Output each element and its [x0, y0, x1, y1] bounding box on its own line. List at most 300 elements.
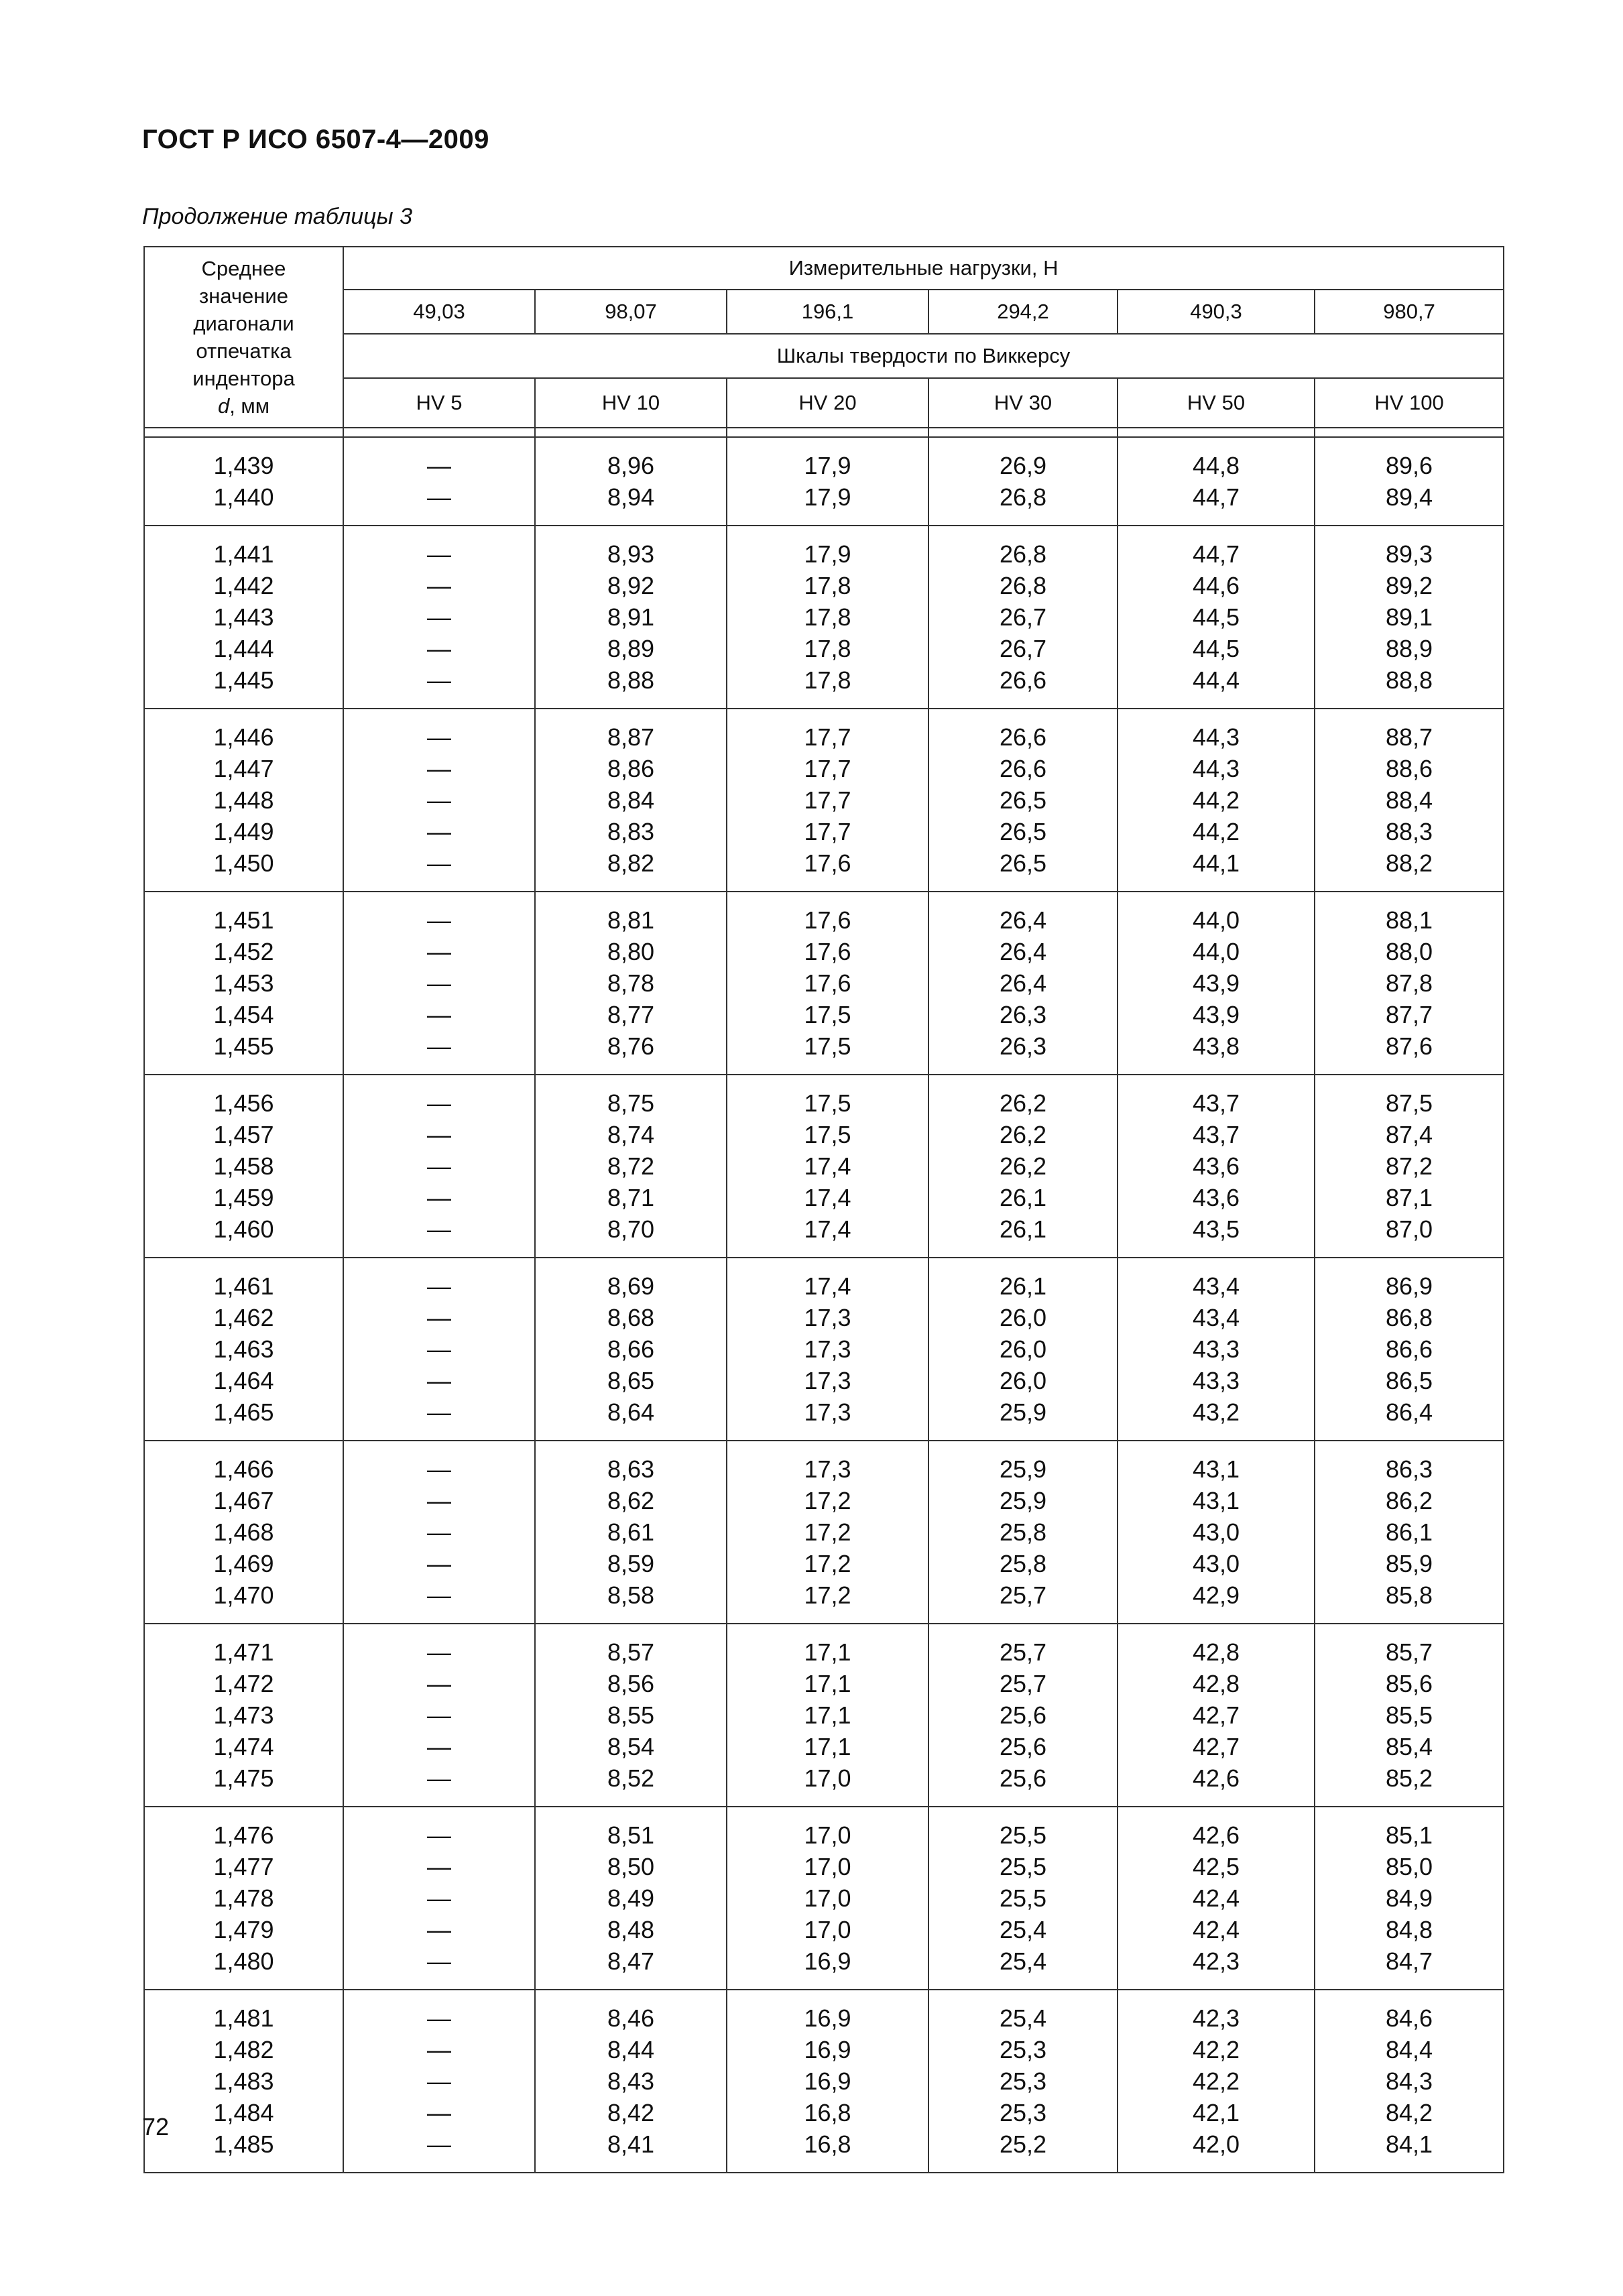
hardness-value: 25,7	[999, 1638, 1047, 1666]
hardness-value: 26,4	[999, 969, 1047, 997]
hardness-value: 8,88	[607, 666, 655, 694]
hardness-value: —	[427, 1916, 451, 1943]
hardness-column-cell	[727, 1441, 928, 1624]
hardness-value: —	[427, 540, 451, 568]
hardness-value: 85,8	[1385, 1581, 1433, 1609]
hardness-value: 8,81	[607, 906, 655, 934]
hardness-value: 43,9	[1192, 969, 1240, 997]
hardness-value: 85,6	[1385, 1670, 1433, 1697]
hardness-value: 25,7	[999, 1670, 1047, 1697]
hardness-column-cell	[1315, 526, 1504, 709]
diagonal-value: 1,458	[213, 1152, 274, 1180]
hardness-value: 44,6	[1192, 572, 1240, 599]
hardness-column-cell	[1315, 1807, 1504, 1990]
hardness-value: 17,2	[804, 1518, 851, 1546]
hardness-value: 43,4	[1192, 1272, 1240, 1300]
diagonal-value: 1,476	[213, 1821, 274, 1849]
hardness-value: —	[427, 755, 451, 782]
hardness-value: 25,9	[999, 1487, 1047, 1514]
hardness-value: 25,3	[999, 2099, 1047, 2126]
hardness-value: —	[427, 603, 451, 631]
diagonal-value: 1,447	[213, 755, 274, 782]
stub-header-line: диагонали	[193, 312, 294, 335]
hardness-value: 8,92	[607, 572, 655, 599]
diagonal-value: 1,466	[213, 1455, 274, 1483]
hardness-value: 8,69	[607, 1272, 655, 1300]
hardness-value: 8,96	[607, 452, 655, 479]
hardness-value: 84,9	[1385, 1884, 1433, 1912]
hardness-value: 84,6	[1385, 2004, 1433, 2032]
hardness-value: —	[427, 1638, 451, 1666]
hardness-value: 44,2	[1192, 818, 1240, 845]
hardness-value: 87,0	[1385, 1215, 1433, 1243]
diagonal-value: 1,454	[213, 1001, 274, 1028]
hardness-value: 43,7	[1192, 1089, 1240, 1117]
hardness-column-cell	[727, 1075, 928, 1258]
hardness-value: 8,93	[607, 540, 655, 568]
hardness-column-cell	[727, 1990, 928, 2173]
hardness-value: —	[427, 1518, 451, 1546]
hardness-value: 17,3	[804, 1367, 851, 1394]
hardness-value: —	[427, 1853, 451, 1880]
hardness-value: —	[427, 1272, 451, 1300]
diagonal-column-cell	[144, 1258, 343, 1441]
diagonal-column-cell	[144, 437, 343, 526]
hardness-value: 8,76	[607, 1032, 655, 1060]
diagonal-value: 1,441	[213, 540, 274, 568]
hardness-value: 25,6	[999, 1764, 1047, 1792]
page-number: 72	[142, 2113, 170, 2140]
hardness-value: 43,2	[1192, 1398, 1240, 1426]
hardness-value: 8,91	[607, 603, 655, 631]
hardness-value: 8,80	[607, 938, 655, 965]
hardness-value: 43,6	[1192, 1152, 1240, 1180]
hardness-column-cell	[928, 1258, 1118, 1441]
hardness-value: 8,46	[607, 2004, 655, 2032]
row-group	[144, 1258, 1504, 1441]
hardness-value: 88,2	[1385, 849, 1433, 877]
hardness-column-cell	[727, 1258, 928, 1441]
hardness-column-cell	[343, 1258, 535, 1441]
hardness-value: 86,1	[1385, 1518, 1433, 1546]
hardness-value: 16,8	[804, 2130, 851, 2158]
hardness-value: —	[427, 1733, 451, 1760]
hardness-column-cell	[343, 1624, 535, 1807]
hardness-value: 25,9	[999, 1455, 1047, 1483]
hardness-value: 84,8	[1385, 1916, 1433, 1943]
hardness-value: 84,7	[1385, 1947, 1433, 1975]
hardness-value: —	[427, 1032, 451, 1060]
hardness-value: 85,5	[1385, 1701, 1433, 1729]
hardness-value: 16,8	[804, 2099, 851, 2126]
hardness-column-cell	[928, 1807, 1118, 1990]
hardness-column-cell	[535, 892, 727, 1075]
hardness-value: —	[427, 572, 451, 599]
diagonal-value: 1,449	[213, 818, 274, 845]
hardness-column-cell	[1118, 437, 1315, 526]
hardness-value: 42,7	[1192, 1701, 1240, 1729]
hardness-value: 17,7	[804, 755, 851, 782]
hardness-value: —	[427, 1821, 451, 1849]
hardness-column-cell	[1118, 1075, 1315, 1258]
hardness-value: 85,1	[1385, 1821, 1433, 1849]
hardness-value: 25,8	[999, 1518, 1047, 1546]
hardness-value: 17,5	[804, 1001, 851, 1028]
hardness-value: 8,56	[607, 1670, 655, 1697]
hardness-column-cell	[928, 437, 1118, 526]
stub-header-line: значение	[199, 284, 288, 308]
hardness-value: 86,2	[1385, 1487, 1433, 1514]
hardness-value: 42,5	[1192, 1853, 1240, 1880]
hardness-value: 8,55	[607, 1701, 655, 1729]
table-row	[144, 1624, 1504, 1807]
hardness-value: 8,75	[607, 1089, 655, 1117]
stub-header	[144, 247, 343, 428]
hardness-column-cell	[535, 1624, 727, 1807]
hardness-value: 42,8	[1192, 1670, 1240, 1697]
hardness-value: 8,43	[607, 2067, 655, 2095]
hardness-value: 85,9	[1385, 1550, 1433, 1577]
hardness-value: —	[427, 1184, 451, 1211]
scale-header: HV 20	[727, 378, 928, 428]
diagonal-value: 1,479	[213, 1916, 274, 1943]
hardness-value: 17,0	[804, 1916, 851, 1943]
hardness-column-cell	[1118, 892, 1315, 1075]
hardness-value: 17,4	[804, 1184, 851, 1211]
diagonal-value: 1,475	[213, 1764, 274, 1792]
hardness-column-cell	[343, 1990, 535, 2173]
diagonal-value: 1,483	[213, 2067, 274, 2095]
hardness-value: 16,9	[804, 2036, 851, 2063]
hardness-column-cell	[1315, 1441, 1504, 1624]
diagonal-value: 1,477	[213, 1853, 274, 1880]
hardness-value: 17,1	[804, 1638, 851, 1666]
hardness-value: 8,65	[607, 1367, 655, 1394]
diagonal-column-cell	[144, 1075, 343, 1258]
hardness-value: 26,7	[999, 635, 1047, 662]
row-group	[144, 526, 1504, 709]
hardness-value: 26,5	[999, 786, 1047, 814]
hardness-value: —	[427, 1215, 451, 1243]
hardness-value: 44,8	[1192, 452, 1240, 479]
hardness-value: 8,44	[607, 2036, 655, 2063]
stub-header-line: индентора	[192, 367, 295, 390]
hardness-value: 16,9	[804, 1947, 851, 1975]
hardness-column-cell	[1118, 1807, 1315, 1990]
scale-header: HV 30	[928, 378, 1118, 428]
hardness-value: 8,47	[607, 1947, 655, 1975]
hardness-value: 86,4	[1385, 1398, 1433, 1426]
hardness-column-cell	[1315, 1990, 1504, 2173]
hardness-column-cell	[1315, 892, 1504, 1075]
hardness-value: 88,1	[1385, 906, 1433, 934]
hardness-value: 16,9	[804, 2067, 851, 2095]
hardness-column-cell	[928, 709, 1118, 892]
hardness-value: 43,9	[1192, 1001, 1240, 1028]
hardness-value: 43,3	[1192, 1335, 1240, 1363]
hardness-column-cell	[727, 1624, 928, 1807]
hardness-value: 88,8	[1385, 666, 1433, 694]
hardness-value: 44,5	[1192, 635, 1240, 662]
hardness-value: 26,4	[999, 906, 1047, 934]
hardness-column-cell	[343, 437, 535, 526]
row-group	[144, 1624, 1504, 1807]
hardness-value: —	[427, 938, 451, 965]
hardness-value: 17,1	[804, 1701, 851, 1729]
hardness-value: 85,4	[1385, 1733, 1433, 1760]
hardness-value: 25,6	[999, 1701, 1047, 1729]
hardness-column-cell	[535, 1807, 727, 1990]
hardness-value: 17,4	[804, 1272, 851, 1300]
hardness-value: —	[427, 1670, 451, 1697]
diagonal-value: 1,474	[213, 1733, 274, 1760]
hardness-value: 43,1	[1192, 1487, 1240, 1514]
hardness-column-cell	[343, 1075, 535, 1258]
hardness-value: 8,61	[607, 1518, 655, 1546]
hardness-value: 8,58	[607, 1581, 655, 1609]
hardness-value: —	[427, 1335, 451, 1363]
load-header: 49,03	[343, 290, 535, 334]
hardness-value: 88,7	[1385, 723, 1433, 751]
hardness-value: 42,6	[1192, 1821, 1240, 1849]
hardness-value: 42,9	[1192, 1581, 1240, 1609]
hardness-value: 17,8	[804, 666, 851, 694]
stub-header-line	[145, 392, 343, 420]
hardness-column-cell	[928, 1441, 1118, 1624]
hardness-value: 89,1	[1385, 603, 1433, 631]
loads-title: Измерительные нагрузки, Н	[343, 247, 1504, 290]
hardness-value: 17,4	[804, 1215, 851, 1243]
hardness-value: 8,66	[607, 1335, 655, 1363]
hardness-value: 44,0	[1192, 906, 1240, 934]
table-row	[144, 1075, 1504, 1258]
hardness-value: 8,86	[607, 755, 655, 782]
hardness-value: —	[427, 1121, 451, 1148]
diagonal-column-cell	[144, 892, 343, 1075]
diagonal-value: 1,484	[213, 2099, 274, 2126]
hardness-value: 42,1	[1192, 2099, 1240, 2126]
hardness-value: 8,57	[607, 1638, 655, 1666]
scale-header: HV 100	[1315, 378, 1504, 428]
hardness-value: 17,8	[804, 572, 851, 599]
hardness-value: 26,0	[999, 1367, 1047, 1394]
diagonal-value: 1,446	[213, 723, 274, 751]
row-group	[144, 1441, 1504, 1624]
hardness-value: 8,84	[607, 786, 655, 814]
hardness-value: 87,4	[1385, 1121, 1433, 1148]
hardness-value: 26,8	[999, 572, 1047, 599]
hardness-value: 8,71	[607, 1184, 655, 1211]
hardness-value: 86,9	[1385, 1272, 1433, 1300]
hardness-value: —	[427, 2036, 451, 2063]
diagonal-value: 1,465	[213, 1398, 274, 1426]
load-header: 98,07	[535, 290, 727, 334]
hardness-value: 17,2	[804, 1581, 851, 1609]
hardness-value: —	[427, 1367, 451, 1394]
hardness-value: —	[427, 1455, 451, 1483]
hardness-column-cell	[343, 526, 535, 709]
diagonal-value: 1,452	[213, 938, 274, 965]
row-group	[144, 709, 1504, 892]
diagonal-value: 1,451	[213, 906, 274, 934]
hardness-value: 43,4	[1192, 1304, 1240, 1331]
diagonal-value: 1,464	[213, 1367, 274, 1394]
diagonal-value: 1,482	[213, 2036, 274, 2063]
hardness-column-cell	[727, 437, 928, 526]
hardness-value: 8,87	[607, 723, 655, 751]
hardness-column-cell	[928, 1624, 1118, 1807]
hardness-value: 8,77	[607, 1001, 655, 1028]
hardness-value: 42,8	[1192, 1638, 1240, 1666]
hardness-value: 84,3	[1385, 2067, 1433, 2095]
hardness-column-cell	[928, 1990, 1118, 2173]
hardness-value: 17,3	[804, 1304, 851, 1331]
hardness-value: 8,41	[607, 2130, 655, 2158]
table-continuation-caption: Продолжение таблицы 3	[142, 204, 412, 229]
hardness-value: —	[427, 849, 451, 877]
hardness-value: 17,5	[804, 1089, 851, 1117]
hardness-value: 87,5	[1385, 1089, 1433, 1117]
diagonal-value: 1,459	[213, 1184, 274, 1211]
hardness-value: 8,50	[607, 1853, 655, 1880]
hardness-value: 8,42	[607, 2099, 655, 2126]
hardness-value: 8,68	[607, 1304, 655, 1331]
diagonal-column-cell	[144, 1441, 343, 1624]
hardness-value: 8,89	[607, 635, 655, 662]
table-row	[144, 1990, 1504, 2173]
hardness-column-cell	[928, 526, 1118, 709]
hardness-value: 26,3	[999, 1001, 1047, 1028]
diagonal-value: 1,444	[213, 635, 274, 662]
diagonal-value: 1,481	[213, 2004, 274, 2032]
hardness-value: —	[427, 1398, 451, 1426]
hardness-value: 25,6	[999, 1733, 1047, 1760]
table-row	[144, 437, 1504, 526]
diagonal-value: 1,478	[213, 1884, 274, 1912]
hardness-value: 25,5	[999, 1853, 1047, 1880]
hardness-value: 17,1	[804, 1733, 851, 1760]
hardness-column-cell	[1118, 1990, 1315, 2173]
hardness-value: 8,51	[607, 1821, 655, 1849]
diagonal-value: 1,440	[213, 483, 274, 511]
diagonal-column-cell	[144, 1990, 343, 2173]
hardness-value: 88,9	[1385, 635, 1433, 662]
hardness-value: 17,5	[804, 1032, 851, 1060]
hardness-value: —	[427, 1487, 451, 1514]
hardness-column-cell	[727, 892, 928, 1075]
hardness-value: 42,3	[1192, 2004, 1240, 2032]
diagonal-value: 1,467	[213, 1487, 274, 1514]
hardness-value: 26,5	[999, 818, 1047, 845]
hardness-value: 44,5	[1192, 603, 1240, 631]
diagonal-value: 1,468	[213, 1518, 274, 1546]
hardness-value: 89,3	[1385, 540, 1433, 568]
hardness-column-cell	[535, 526, 727, 709]
hardness-value: 25,8	[999, 1550, 1047, 1577]
load-header: 980,7	[1315, 290, 1504, 334]
hardness-value: 8,54	[607, 1733, 655, 1760]
hardness-value: 26,8	[999, 483, 1047, 511]
document-title: ГОСТ Р ИСО 6507-4—2009	[142, 125, 489, 154]
hardness-value: —	[427, 2099, 451, 2126]
hardness-value: 17,9	[804, 483, 851, 511]
diagonal-column-cell	[144, 1807, 343, 1990]
hardness-value: 88,6	[1385, 755, 1433, 782]
hardness-column-cell	[535, 1441, 727, 1624]
hardness-value: 8,83	[607, 818, 655, 845]
hardness-value: 44,3	[1192, 755, 1240, 782]
hardness-value: 84,1	[1385, 2130, 1433, 2158]
hardness-value: 42,2	[1192, 2036, 1240, 2063]
hardness-value: 86,6	[1385, 1335, 1433, 1363]
hardness-value: —	[427, 1581, 451, 1609]
hardness-value: 85,2	[1385, 1764, 1433, 1792]
hardness-value: 26,3	[999, 1032, 1047, 1060]
hardness-value: 26,0	[999, 1335, 1047, 1363]
hardness-value: 26,1	[999, 1184, 1047, 1211]
hardness-value: 25,4	[999, 2004, 1047, 2032]
diagonal-value: 1,462	[213, 1304, 274, 1331]
hardness-value: 8,62	[607, 1487, 655, 1514]
hardness-value: 26,2	[999, 1089, 1047, 1117]
load-header: 490,3	[1118, 290, 1315, 334]
hardness-value: 17,7	[804, 818, 851, 845]
hardness-value: 44,1	[1192, 849, 1240, 877]
hardness-value: 44,7	[1192, 483, 1240, 511]
hardness-value: 26,6	[999, 723, 1047, 751]
hardness-value: 17,9	[804, 540, 851, 568]
hardness-column-cell	[928, 1075, 1118, 1258]
hardness-value: 17,1	[804, 1670, 851, 1697]
hardness-value: 26,4	[999, 938, 1047, 965]
hardness-value: 26,7	[999, 603, 1047, 631]
hardness-value: 17,0	[804, 1764, 851, 1792]
hardness-value: 88,3	[1385, 818, 1433, 845]
hardness-value: 17,9	[804, 452, 851, 479]
hardness-value: 8,70	[607, 1215, 655, 1243]
hardness-column-cell	[535, 1990, 727, 2173]
hardness-value: 44,2	[1192, 786, 1240, 814]
row-group	[144, 892, 1504, 1075]
hardness-column-cell	[535, 709, 727, 892]
hardness-value: 87,6	[1385, 1032, 1433, 1060]
hardness-value: 17,6	[804, 938, 851, 965]
hardness-value: 8,72	[607, 1152, 655, 1180]
hardness-value: 25,2	[999, 2130, 1047, 2158]
hardness-value: 88,0	[1385, 938, 1433, 965]
hardness-column-cell	[1315, 709, 1504, 892]
hardness-value: 16,9	[804, 2004, 851, 2032]
hardness-column-cell	[928, 892, 1118, 1075]
hardness-value: —	[427, 2067, 451, 2095]
hardness-value: 87,7	[1385, 1001, 1433, 1028]
hardness-value: 87,8	[1385, 969, 1433, 997]
hardness-value: 42,2	[1192, 2067, 1240, 2095]
hardness-value: 17,3	[804, 1335, 851, 1363]
diagonal-value: 1,442	[213, 572, 274, 599]
table-row	[144, 1441, 1504, 1624]
hardness-value: 88,4	[1385, 786, 1433, 814]
hardness-value: 26,9	[999, 452, 1047, 479]
hardness-value: 8,94	[607, 483, 655, 511]
hardness-value: 42,0	[1192, 2130, 1240, 2158]
hardness-value: 44,0	[1192, 938, 1240, 965]
hardness-value: —	[427, 1001, 451, 1028]
hardness-value: 17,6	[804, 906, 851, 934]
hardness-value: 87,1	[1385, 1184, 1433, 1211]
hardness-value: —	[427, 452, 451, 479]
hardness-value: 43,0	[1192, 1518, 1240, 1546]
